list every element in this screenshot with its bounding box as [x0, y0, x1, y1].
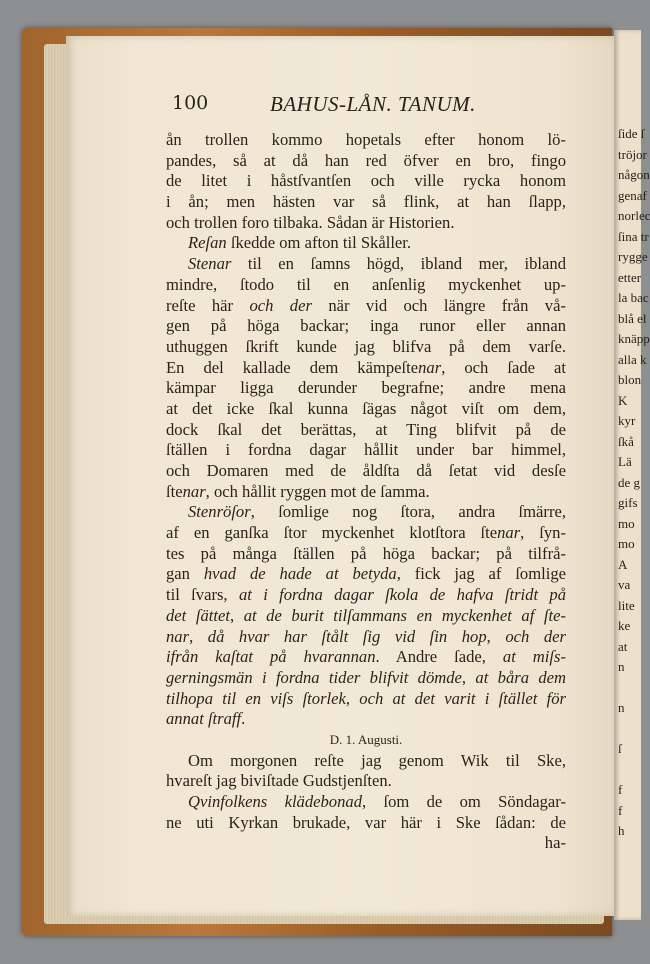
text-line: reſte här och der när vid och längre från vå-	[166, 295, 566, 315]
facing-page-fragment: mo	[618, 515, 635, 531]
text-line: Om morgonen reſte jag genom Wik til Ske,	[188, 750, 566, 770]
text-line: och Domaren med de åldſta då ſetat vid desſe	[166, 461, 566, 480]
folio-number: 100	[172, 92, 209, 114]
text-line: En del kallade dem kämpeſtenar, och ſade at	[166, 357, 566, 377]
text-line: Stenröſor, ſomlige nog ſtora, andra ſmärre,	[188, 502, 566, 522]
facing-page-fragment: alla k	[618, 351, 647, 367]
facing-page-strip	[614, 30, 650, 920]
text-line: hvareſt jag biviſtade Gudstjenſten.	[166, 771, 392, 791]
facing-page-fragment: A	[618, 556, 628, 572]
facing-page-fragment: de g	[618, 474, 641, 490]
facing-page-fragment: lite	[618, 597, 635, 613]
facing-page-fragment: knäpp	[618, 331, 650, 346]
text-line: til ſvars, at i fordna dagar ſkola de hafva ſtridt på	[166, 585, 566, 605]
facing-page-fragment: rygge	[618, 249, 648, 264]
text-line: gen på höga backar; inga runor eller annan	[166, 316, 566, 336]
text-line: gerningsmän i fordna tider blifvit dömde, at båra dem	[166, 667, 567, 687]
text-line: ifrån kaſtat på hvarannan. Andre ſade, at miſs-	[166, 647, 566, 667]
text-line: af en ganſka ſtor myckenhet klotſtora ſtenar, ſyn-	[166, 523, 566, 543]
text-line: i ån; men hästen var så flink, at han ſlapp,	[166, 192, 566, 212]
text-line: ne uti Kyrkan brukade, var här i Ske ſådan: de	[166, 812, 566, 832]
running-title: BAHUS-LÅN. TANUM.	[270, 92, 476, 116]
facing-page-fragment: ſide ſ	[618, 126, 645, 141]
facing-page-fragment: n	[618, 659, 625, 674]
facing-page-fragment	[618, 719, 645, 740]
text-line: at det icke ſkal kunna ſägas något viſt om dem,	[166, 398, 566, 418]
text-line: gan hvad de hade at betyda, fick jag af ſomlige	[166, 564, 567, 584]
facing-page-fragment: ſ	[618, 741, 622, 756]
facing-page-fragment: blon	[618, 372, 642, 387]
facing-page-fragment: kyr	[618, 413, 636, 428]
facing-page-fragment: f	[618, 782, 623, 797]
text-line: annat ſtraff.	[166, 709, 246, 729]
text-line: dock ſkal det berättas, at Ting blifvit på de	[166, 419, 566, 439]
text-line: Stenar til en ſamns högd, ibland mer, ibland	[188, 254, 566, 274]
text-line: nar, då hvar har ſtålt ſig vid ſin hop, och der	[166, 626, 566, 646]
text-line: det ſättet, at de burit tilſammans en myckenhet af ſte-	[166, 605, 566, 625]
facing-page-fragment: någon	[618, 167, 650, 182]
facing-page-fragment: va	[618, 577, 631, 592]
facing-page-fragment: genaf	[618, 187, 647, 203]
facing-page-fragment: ſina tr	[618, 228, 649, 244]
facing-page-fragment: K	[618, 392, 628, 408]
text-line: ſtällen i fordna dagar hållit under bar himmel,	[166, 440, 566, 460]
facing-page-fragment: norlec	[618, 208, 650, 223]
page-body	[166, 130, 566, 854]
facing-page-fragment: la bac	[618, 290, 649, 305]
text-line: tes på många ſtällen på höga backar; på tilfrå-	[166, 543, 566, 563]
text-line: pandes, så at då han red öfver en bro, fingo	[166, 150, 566, 170]
facing-page-fragment: f	[618, 802, 623, 818]
text-line: ha-	[544, 833, 566, 853]
text-line: Qvinfolkens klädebonad, ſom de om Söndagar-	[188, 792, 566, 811]
facing-page-text	[618, 30, 650, 842]
text-line: och trollen foro tilbaka. Sådan är Historien.	[166, 212, 455, 232]
facing-page-fragment: at	[618, 638, 628, 654]
facing-page-fragment: etter	[618, 269, 642, 285]
page-header	[172, 92, 492, 120]
text-line: kämpar ligga derunder begrafne; andre mena	[166, 378, 566, 398]
facing-page-fragment	[618, 760, 645, 781]
facing-page-fragment: Lä	[618, 454, 632, 469]
text-line: D. 1. Augusti.	[329, 731, 403, 747]
text-line: de litet i håstſvantſen och ville rycka honom	[166, 171, 566, 191]
text-line: Reſan ſkedde om afton til Skåller.	[188, 233, 412, 253]
text-line: tilhopa til en viſs ſtorlek, och at det varit i ſtället för	[166, 688, 566, 708]
text-line: ån trollen kommo hopetals efter honom lö-	[166, 130, 566, 149]
text-line: ſtenar, och hållit ryggen mot de ſamma.	[166, 481, 430, 501]
facing-page-fragment: h	[618, 823, 625, 838]
facing-page-fragment: n	[618, 700, 625, 715]
facing-page-fragment: mo	[618, 536, 635, 551]
facing-page-fragment: blå el	[618, 310, 647, 326]
facing-page-fragment	[618, 678, 645, 699]
text-line: uthuggen ſkrift kunde jag blifva på dem varſe.	[166, 336, 566, 356]
text-line: mindre, ſtodo til en anſenlig myckenhet up-	[166, 274, 566, 294]
facing-page-fragment: ke	[618, 618, 631, 633]
facing-page-fragment: tröjor	[618, 146, 647, 162]
facing-page-fragment: gifs	[618, 495, 638, 510]
facing-page-fragment: ſkå	[618, 433, 634, 449]
